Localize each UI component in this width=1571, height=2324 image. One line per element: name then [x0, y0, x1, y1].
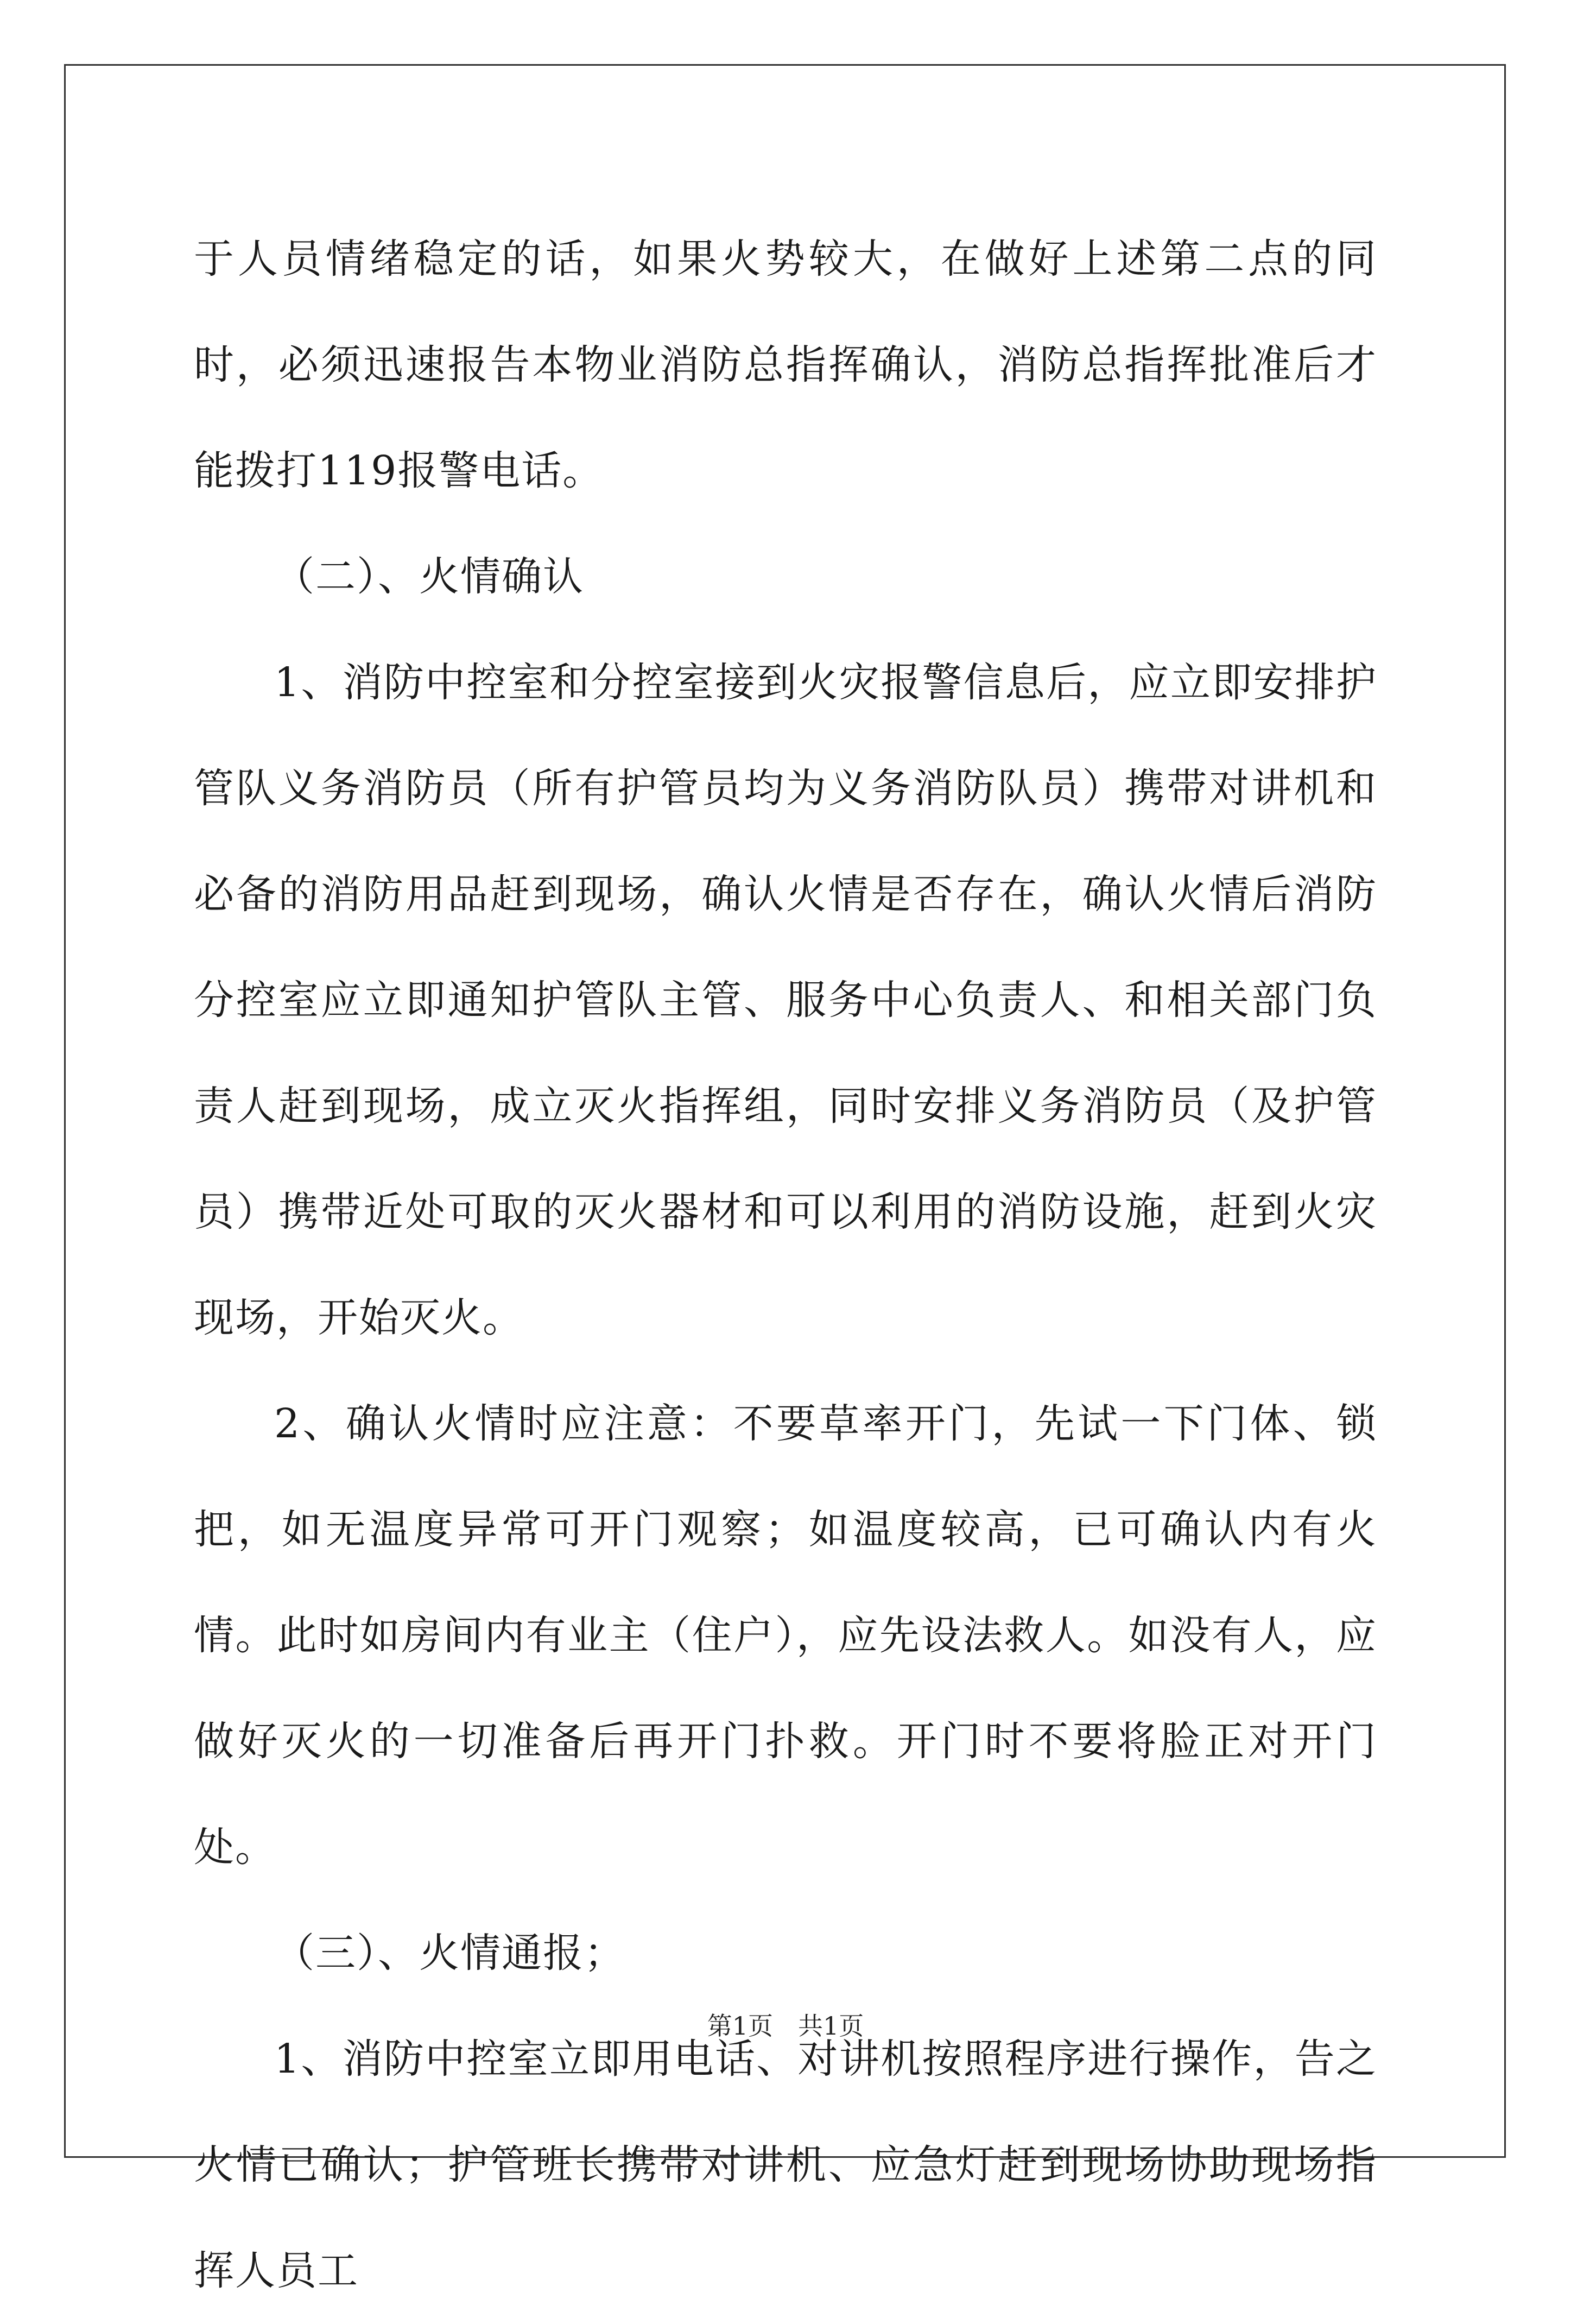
- paragraph-continuation: 于人员情绪稳定的话，如果火势较大，在做好上述第二点的同时，必须迅速报告本物业消防总指挥确认，消防总指挥批准后才能拨打119报警电话。: [194, 236, 1377, 494]
- paragraph-report-step-1: 1、消防中控室立即用电话、对讲机按照程序进行操作，告之火情已确认；护管班长携带对讲机、应急灯赶到现场协助现场指挥人员工: [194, 2036, 1377, 2294]
- page-number-label: 第1页 共1页: [707, 2011, 864, 2041]
- page-footer: [0, 2006, 1571, 2042]
- paragraph-confirm-step-1: 1、消防中控室和分控室接到火灾报警信息后，应立即安排护管队义务消防员（所有护管员均为义务消防队员）携带对讲机和必备的消防用品赶到现场，确认火情是否存在，确认火情后消防分控室应立即通知护管队主管、服务中心负责人、和相关部门负责人赶到现场，成立灭火指挥组，同时安排义务消防员（及护管员）携带近处可取的灭火器材和可以利用的消防设施，赶到火灾现场，开始灭火。: [194, 659, 1377, 1341]
- section-heading-fire-confirmation: （二）、火情确认: [274, 553, 584, 600]
- paragraph-confirm-step-2: 2、确认火情时应注意：不要草率开门，先试一下门体、锁把，如无温度异常可开门观察；如温度较高，已可确认内有火情。此时如房间内有业主（住户），应先设法救人。如没有人，应做好灭火的一切准备后再开门扑救。开门时不要将脸正对开门处。: [194, 1400, 1377, 1871]
- section-heading-fire-report: （三）、火情通报；: [274, 1930, 625, 1976]
